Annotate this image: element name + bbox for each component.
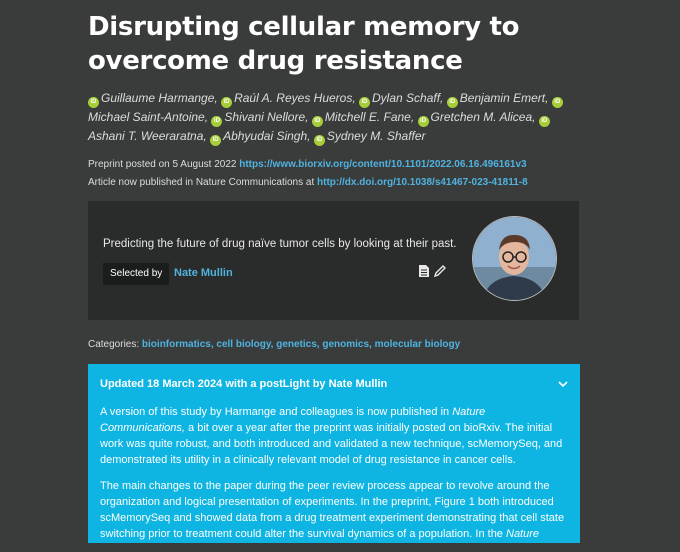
paragraph-text: A version of this study by Harmange and colleagues is now published in (100, 406, 453, 418)
orcid-icon[interactable]: iD (418, 116, 429, 127)
orcid-icon[interactable]: iD (221, 97, 232, 108)
paragraph-text: The main changes to the paper during the peer review process appear to revolve around the organization and logical presentation of experiments. In the preprint, Figure 1 both introduced scMemorySeq and showed data from a drug treatment experiment demonstrating that cell state switching prior to treatment could alter the survival dynamics of a population. In the (100, 480, 565, 540)
orcid-icon[interactable]: iD (210, 135, 221, 146)
published-link[interactable]: http://dx.doi.org/10.1038/s41467-023-41811-8 (317, 177, 528, 188)
author-list (88, 89, 580, 146)
orcid-icon[interactable]: iD (552, 97, 563, 108)
author-entry (211, 110, 308, 124)
document-icon[interactable] (419, 265, 429, 277)
published-line (88, 174, 580, 192)
journal-name: Nature (506, 528, 540, 540)
author-entry (418, 110, 536, 124)
orcid-icon[interactable]: iD (359, 97, 370, 108)
author-name[interactable]: Gretchen M. Alicea, (430, 110, 536, 124)
selected-by-badge: Selected by (103, 263, 169, 285)
preprint-link[interactable]: https://www.biorxiv.org/content/10.1101/2022.06.16.496161v3 (239, 159, 527, 170)
paragraph-text: a bit over a year after the preprint was initially posted on bioRxiv. The initial work was quite robust, and both introduced and validated a new technique, scMemorySeq, and demonstrated its utility in a clinically relevant model of drug resistance in cancer cells. (100, 422, 563, 466)
author-name[interactable]: Ashani T. Weeraratna, (88, 129, 207, 143)
author-name[interactable]: Michael Saint-Antoine, (88, 110, 209, 124)
categories (88, 339, 460, 350)
postlight-heading[interactable]: Updated 18 March 2024 with a postLight by Nate Mullin (100, 378, 388, 390)
author-entry (221, 91, 356, 105)
postlight-panel (88, 364, 580, 543)
article-title: Disrupting cellular memory to overcome drug resistance (88, 12, 520, 76)
postlight-paragraph (100, 404, 570, 468)
author-name[interactable]: Raúl A. Reyes Hueros, (234, 91, 356, 105)
postlight-body (100, 404, 570, 552)
author-entry (210, 129, 310, 143)
category-link[interactable]: cell biology, (216, 339, 274, 350)
category-link[interactable]: bioinformatics, (141, 339, 214, 350)
selector-name-link[interactable]: Nate Mullin (174, 267, 233, 279)
author-name[interactable]: Guillaume Harmange, (101, 91, 218, 105)
prelight-actions (418, 264, 452, 283)
orcid-icon[interactable]: iD (312, 116, 323, 127)
author-name[interactable]: Abhyudai Singh, (223, 129, 311, 143)
prelight-card (88, 201, 579, 320)
published-label: Article now published in Nature Communications at (88, 177, 315, 188)
preprint-line (88, 156, 580, 174)
author-name[interactable]: Dylan Schaff, (372, 91, 444, 105)
author-entry (359, 91, 443, 105)
article-header (88, 0, 580, 192)
prelight-summary: Predicting the future of drug naïve tumor cells by looking at their past. (103, 238, 457, 250)
orcid-icon[interactable]: iD (88, 97, 99, 108)
orcid-icon[interactable]: iD (447, 97, 458, 108)
author-entry (88, 91, 218, 105)
postlight-paragraph (100, 478, 570, 542)
author-name[interactable]: Mitchell E. Fane, (324, 110, 415, 124)
orcid-icon[interactable]: iD (539, 116, 550, 127)
author-name[interactable]: Benjamin Emert, (459, 91, 549, 105)
category-link[interactable]: genomics, (322, 339, 372, 350)
categories-label: Categories: (88, 339, 140, 350)
edit-pencil-icon[interactable] (435, 266, 445, 276)
author-entry (312, 110, 414, 124)
chevron-down-icon[interactable] (558, 376, 568, 394)
author-entry (314, 129, 426, 143)
preprint-label: Preprint posted on 5 August 2022 (88, 159, 237, 170)
selector-avatar[interactable] (472, 216, 557, 301)
journal-name: Nature Communications, (100, 406, 486, 434)
author-name[interactable]: Shivani Nellore, (224, 110, 309, 124)
author-name[interactable]: Sydney M. Shaffer (326, 129, 426, 143)
orcid-icon[interactable]: iD (211, 116, 222, 127)
category-link[interactable]: genetics, (276, 339, 320, 350)
orcid-icon[interactable]: iD (314, 135, 325, 146)
author-entry (447, 91, 549, 105)
category-link[interactable]: molecular biology (374, 339, 461, 350)
